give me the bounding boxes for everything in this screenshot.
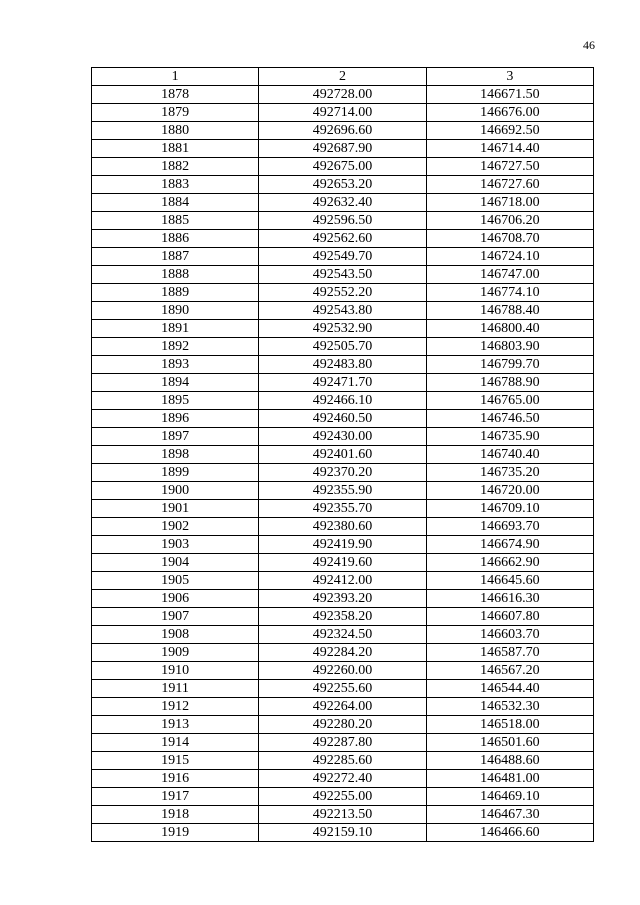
x-coordinate-cell: 492355.70 xyxy=(259,500,426,518)
x-coordinate-cell: 492255.60 xyxy=(259,680,426,698)
point-number-cell: 1889 xyxy=(92,284,259,302)
x-coordinate-cell: 492471.70 xyxy=(259,374,426,392)
table-row xyxy=(92,824,594,842)
y-coordinate-cell: 146724.10 xyxy=(426,248,593,266)
table-row xyxy=(92,410,594,428)
table-row xyxy=(92,500,594,518)
point-number-cell: 1903 xyxy=(92,536,259,554)
table-row xyxy=(92,680,594,698)
x-coordinate-cell: 492687.90 xyxy=(259,140,426,158)
y-coordinate-cell: 146727.60 xyxy=(426,176,593,194)
table-row xyxy=(92,734,594,752)
table-row xyxy=(92,140,594,158)
point-number-cell: 1915 xyxy=(92,752,259,770)
table-row xyxy=(92,788,594,806)
y-coordinate-cell: 146714.40 xyxy=(426,140,593,158)
table-row xyxy=(92,122,594,140)
y-coordinate-cell: 146467.30 xyxy=(426,806,593,824)
table-row xyxy=(92,464,594,482)
table-row xyxy=(92,176,594,194)
x-coordinate-cell: 492272.40 xyxy=(259,770,426,788)
point-number-cell: 1906 xyxy=(92,590,259,608)
table-row xyxy=(92,248,594,266)
table-row xyxy=(92,806,594,824)
table-row xyxy=(92,572,594,590)
table-row xyxy=(92,626,594,644)
point-number-cell: 1882 xyxy=(92,158,259,176)
y-coordinate-cell: 146692.50 xyxy=(426,122,593,140)
point-number-cell: 1919 xyxy=(92,824,259,842)
point-number-cell: 1884 xyxy=(92,194,259,212)
x-coordinate-cell: 492552.20 xyxy=(259,284,426,302)
x-coordinate-cell: 492419.90 xyxy=(259,536,426,554)
y-coordinate-cell: 146532.30 xyxy=(426,698,593,716)
x-coordinate-cell: 492370.20 xyxy=(259,464,426,482)
y-coordinate-cell: 146720.00 xyxy=(426,482,593,500)
point-number-cell: 1879 xyxy=(92,104,259,122)
point-number-cell: 1914 xyxy=(92,734,259,752)
y-coordinate-cell: 146567.20 xyxy=(426,662,593,680)
table-row xyxy=(92,320,594,338)
y-coordinate-cell: 146693.70 xyxy=(426,518,593,536)
point-number-cell: 1908 xyxy=(92,626,259,644)
y-coordinate-cell: 146708.70 xyxy=(426,230,593,248)
table-row xyxy=(92,302,594,320)
point-number-cell: 1901 xyxy=(92,500,259,518)
x-coordinate-cell: 492213.50 xyxy=(259,806,426,824)
table-row xyxy=(92,158,594,176)
point-number-cell: 1891 xyxy=(92,320,259,338)
x-coordinate-cell: 492419.60 xyxy=(259,554,426,572)
point-number-cell: 1886 xyxy=(92,230,259,248)
point-number-cell: 1907 xyxy=(92,608,259,626)
x-coordinate-cell: 492562.60 xyxy=(259,230,426,248)
y-coordinate-cell: 146735.90 xyxy=(426,428,593,446)
y-coordinate-cell: 146466.60 xyxy=(426,824,593,842)
point-number-cell: 1897 xyxy=(92,428,259,446)
x-coordinate-cell: 492393.20 xyxy=(259,590,426,608)
table-row xyxy=(92,590,594,608)
table-row xyxy=(92,662,594,680)
y-coordinate-cell: 146488.60 xyxy=(426,752,593,770)
y-coordinate-cell: 146469.10 xyxy=(426,788,593,806)
x-coordinate-cell: 492532.90 xyxy=(259,320,426,338)
column-header-3: 3 xyxy=(426,68,593,86)
table-row xyxy=(92,518,594,536)
table-row xyxy=(92,698,594,716)
x-coordinate-cell: 492285.60 xyxy=(259,752,426,770)
table-row xyxy=(92,716,594,734)
y-coordinate-cell: 146671.50 xyxy=(426,86,593,104)
column-header-2: 2 xyxy=(259,68,426,86)
y-coordinate-cell: 146481.00 xyxy=(426,770,593,788)
point-number-cell: 1916 xyxy=(92,770,259,788)
point-number-cell: 1913 xyxy=(92,716,259,734)
point-number-cell: 1894 xyxy=(92,374,259,392)
y-coordinate-cell: 146718.00 xyxy=(426,194,593,212)
x-coordinate-cell: 492728.00 xyxy=(259,86,426,104)
x-coordinate-cell: 492380.60 xyxy=(259,518,426,536)
x-coordinate-cell: 492287.80 xyxy=(259,734,426,752)
x-coordinate-cell: 492324.50 xyxy=(259,626,426,644)
y-coordinate-cell: 146645.60 xyxy=(426,572,593,590)
y-coordinate-cell: 146803.90 xyxy=(426,338,593,356)
x-coordinate-cell: 492280.20 xyxy=(259,716,426,734)
x-coordinate-cell: 492460.50 xyxy=(259,410,426,428)
table-row xyxy=(92,482,594,500)
x-coordinate-cell: 492632.40 xyxy=(259,194,426,212)
x-coordinate-cell: 492430.00 xyxy=(259,428,426,446)
table-row xyxy=(92,212,594,230)
y-coordinate-cell: 146765.00 xyxy=(426,392,593,410)
y-coordinate-cell: 146800.40 xyxy=(426,320,593,338)
y-coordinate-cell: 146740.40 xyxy=(426,446,593,464)
y-coordinate-cell: 146735.20 xyxy=(426,464,593,482)
y-coordinate-cell: 146501.60 xyxy=(426,734,593,752)
point-number-cell: 1895 xyxy=(92,392,259,410)
y-coordinate-cell: 146727.50 xyxy=(426,158,593,176)
point-number-cell: 1911 xyxy=(92,680,259,698)
point-number-cell: 1899 xyxy=(92,464,259,482)
point-number-cell: 1885 xyxy=(92,212,259,230)
point-number-cell: 1904 xyxy=(92,554,259,572)
x-coordinate-cell: 492264.00 xyxy=(259,698,426,716)
y-coordinate-cell: 146544.40 xyxy=(426,680,593,698)
table-row xyxy=(92,644,594,662)
x-coordinate-cell: 492505.70 xyxy=(259,338,426,356)
x-coordinate-cell: 492284.20 xyxy=(259,644,426,662)
table-row xyxy=(92,446,594,464)
y-coordinate-cell: 146676.00 xyxy=(426,104,593,122)
point-number-cell: 1890 xyxy=(92,302,259,320)
point-number-cell: 1912 xyxy=(92,698,259,716)
x-coordinate-cell: 492412.00 xyxy=(259,572,426,590)
y-coordinate-cell: 146774.10 xyxy=(426,284,593,302)
x-coordinate-cell: 492696.60 xyxy=(259,122,426,140)
table-row xyxy=(92,374,594,392)
table-row xyxy=(92,230,594,248)
point-number-cell: 1909 xyxy=(92,644,259,662)
y-coordinate-cell: 146709.10 xyxy=(426,500,593,518)
point-number-cell: 1888 xyxy=(92,266,259,284)
table-row xyxy=(92,608,594,626)
x-coordinate-cell: 492260.00 xyxy=(259,662,426,680)
y-coordinate-cell: 146788.90 xyxy=(426,374,593,392)
x-coordinate-cell: 492466.10 xyxy=(259,392,426,410)
x-coordinate-cell: 492714.00 xyxy=(259,104,426,122)
point-number-cell: 1880 xyxy=(92,122,259,140)
y-coordinate-cell: 146616.30 xyxy=(426,590,593,608)
table-row xyxy=(92,428,594,446)
y-coordinate-cell: 146746.50 xyxy=(426,410,593,428)
point-number-cell: 1905 xyxy=(92,572,259,590)
point-number-cell: 1918 xyxy=(92,806,259,824)
y-coordinate-cell: 146518.00 xyxy=(426,716,593,734)
table-row xyxy=(92,554,594,572)
x-coordinate-cell: 492355.90 xyxy=(259,482,426,500)
point-number-cell: 1878 xyxy=(92,86,259,104)
x-coordinate-cell: 492358.20 xyxy=(259,608,426,626)
y-coordinate-cell: 146799.70 xyxy=(426,356,593,374)
point-number-cell: 1917 xyxy=(92,788,259,806)
y-coordinate-cell: 146662.90 xyxy=(426,554,593,572)
y-coordinate-cell: 146788.40 xyxy=(426,302,593,320)
table-row xyxy=(92,536,594,554)
table-row xyxy=(92,86,594,104)
table-row xyxy=(92,356,594,374)
table-row xyxy=(92,104,594,122)
x-coordinate-cell: 492255.00 xyxy=(259,788,426,806)
table-row xyxy=(92,194,594,212)
point-number-cell: 1883 xyxy=(92,176,259,194)
y-coordinate-cell: 146603.70 xyxy=(426,626,593,644)
page-number: 46 xyxy=(583,38,595,52)
y-coordinate-cell: 146587.70 xyxy=(426,644,593,662)
point-number-cell: 1900 xyxy=(92,482,259,500)
point-number-cell: 1881 xyxy=(92,140,259,158)
table-body xyxy=(92,86,594,842)
y-coordinate-cell: 146607.80 xyxy=(426,608,593,626)
table-row xyxy=(92,752,594,770)
point-number-cell: 1893 xyxy=(92,356,259,374)
point-number-cell: 1898 xyxy=(92,446,259,464)
table-row xyxy=(92,338,594,356)
x-coordinate-cell: 492483.80 xyxy=(259,356,426,374)
table-row xyxy=(92,266,594,284)
table-row xyxy=(92,770,594,788)
x-coordinate-cell: 492401.60 xyxy=(259,446,426,464)
y-coordinate-cell: 146674.90 xyxy=(426,536,593,554)
point-number-cell: 1887 xyxy=(92,248,259,266)
point-number-cell: 1892 xyxy=(92,338,259,356)
table-row xyxy=(92,392,594,410)
y-coordinate-cell: 146747.00 xyxy=(426,266,593,284)
x-coordinate-cell: 492543.80 xyxy=(259,302,426,320)
x-coordinate-cell: 492549.70 xyxy=(259,248,426,266)
table-header-row xyxy=(92,68,594,86)
x-coordinate-cell: 492159.10 xyxy=(259,824,426,842)
point-number-cell: 1910 xyxy=(92,662,259,680)
y-coordinate-cell: 146706.20 xyxy=(426,212,593,230)
table-row xyxy=(92,284,594,302)
point-number-cell: 1902 xyxy=(92,518,259,536)
x-coordinate-cell: 492653.20 xyxy=(259,176,426,194)
x-coordinate-cell: 492543.50 xyxy=(259,266,426,284)
x-coordinate-cell: 492675.00 xyxy=(259,158,426,176)
x-coordinate-cell: 492596.50 xyxy=(259,212,426,230)
coordinates-table xyxy=(91,67,594,842)
column-header-1: 1 xyxy=(92,68,259,86)
point-number-cell: 1896 xyxy=(92,410,259,428)
